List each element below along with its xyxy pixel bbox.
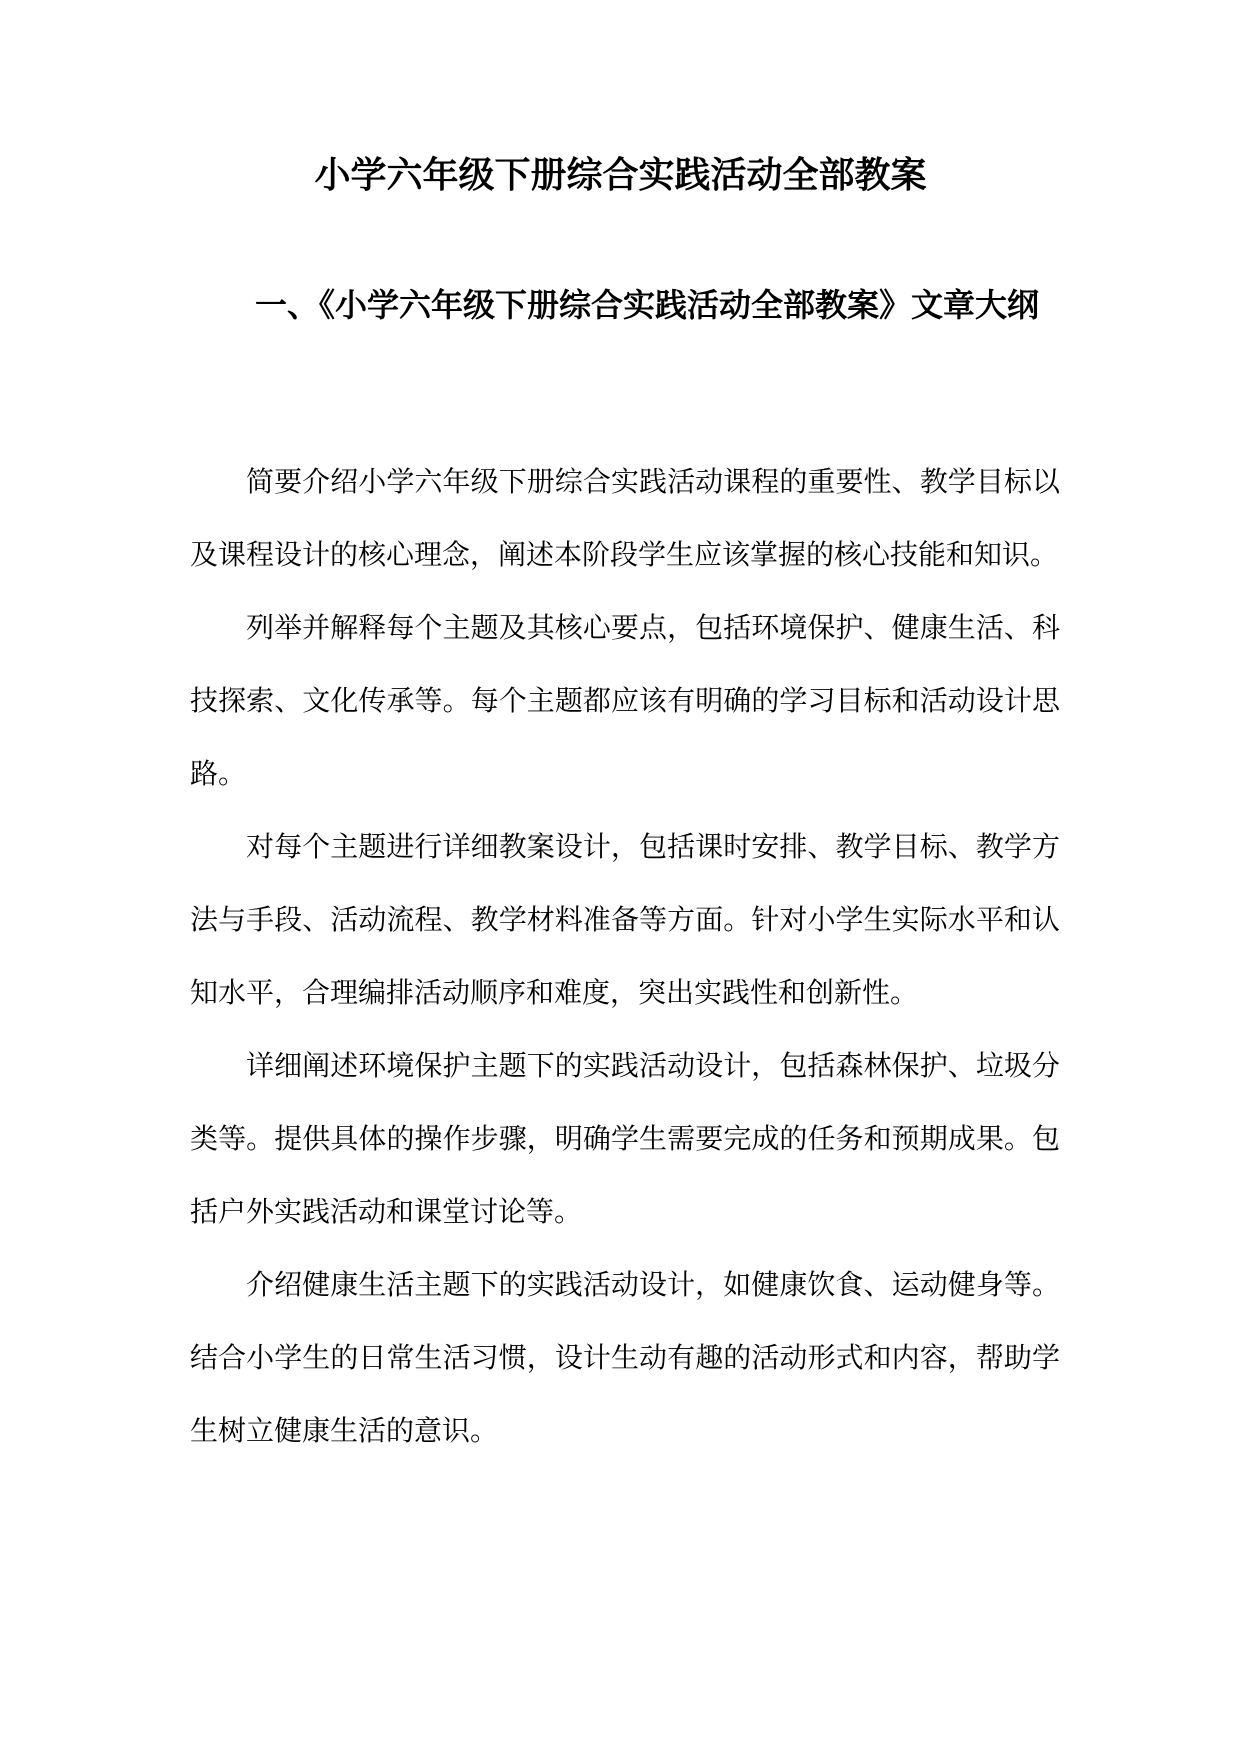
paragraph-themes: 列举并解释每个主题及其核心要点，包括环境保护、健康生活、科技探索、文化传承等。每个主题都应该有明确的学习目标和活动设计思路。 [190,611,1060,790]
document-title: 小学六年级下册综合实践活动全部教案 [314,154,927,196]
document-body [190,445,1060,1467]
paragraph-lesson-design: 对每个主题进行详细教案设计，包括课时安排、教学目标、教学方法与手段、活动流程、教学材料准备等方面。针对小学生实际水平和认知水平，合理编排活动顺序和难度，突出实践性和创新性。 [190,830,1060,1009]
paragraph-environment: 详细阐述环境保护主题下的实践活动设计，包括森林保护、垃圾分类等。提供具体的操作步骤，明确学生需要完成的任务和预期成果。包括户外实践活动和课堂讨论等。 [190,1049,1060,1228]
paragraph-intro: 简要介绍小学六年级下册综合实践活动课程的重要性、教学目标以及课程设计的核心理念，阐述本阶段学生应该掌握的核心技能和知识。 [190,465,1060,571]
section-heading-outline: 一、《小学六年级下册综合实践活动全部教案》文章大纲 [255,286,1040,324]
paragraph-health: 介绍健康生活主题下的实践活动设计，如健康饮食、运动健身等。结合小学生的日常生活习惯，设计生动有趣的活动形式和内容，帮助学生树立健康生活的意识。 [190,1268,1060,1447]
